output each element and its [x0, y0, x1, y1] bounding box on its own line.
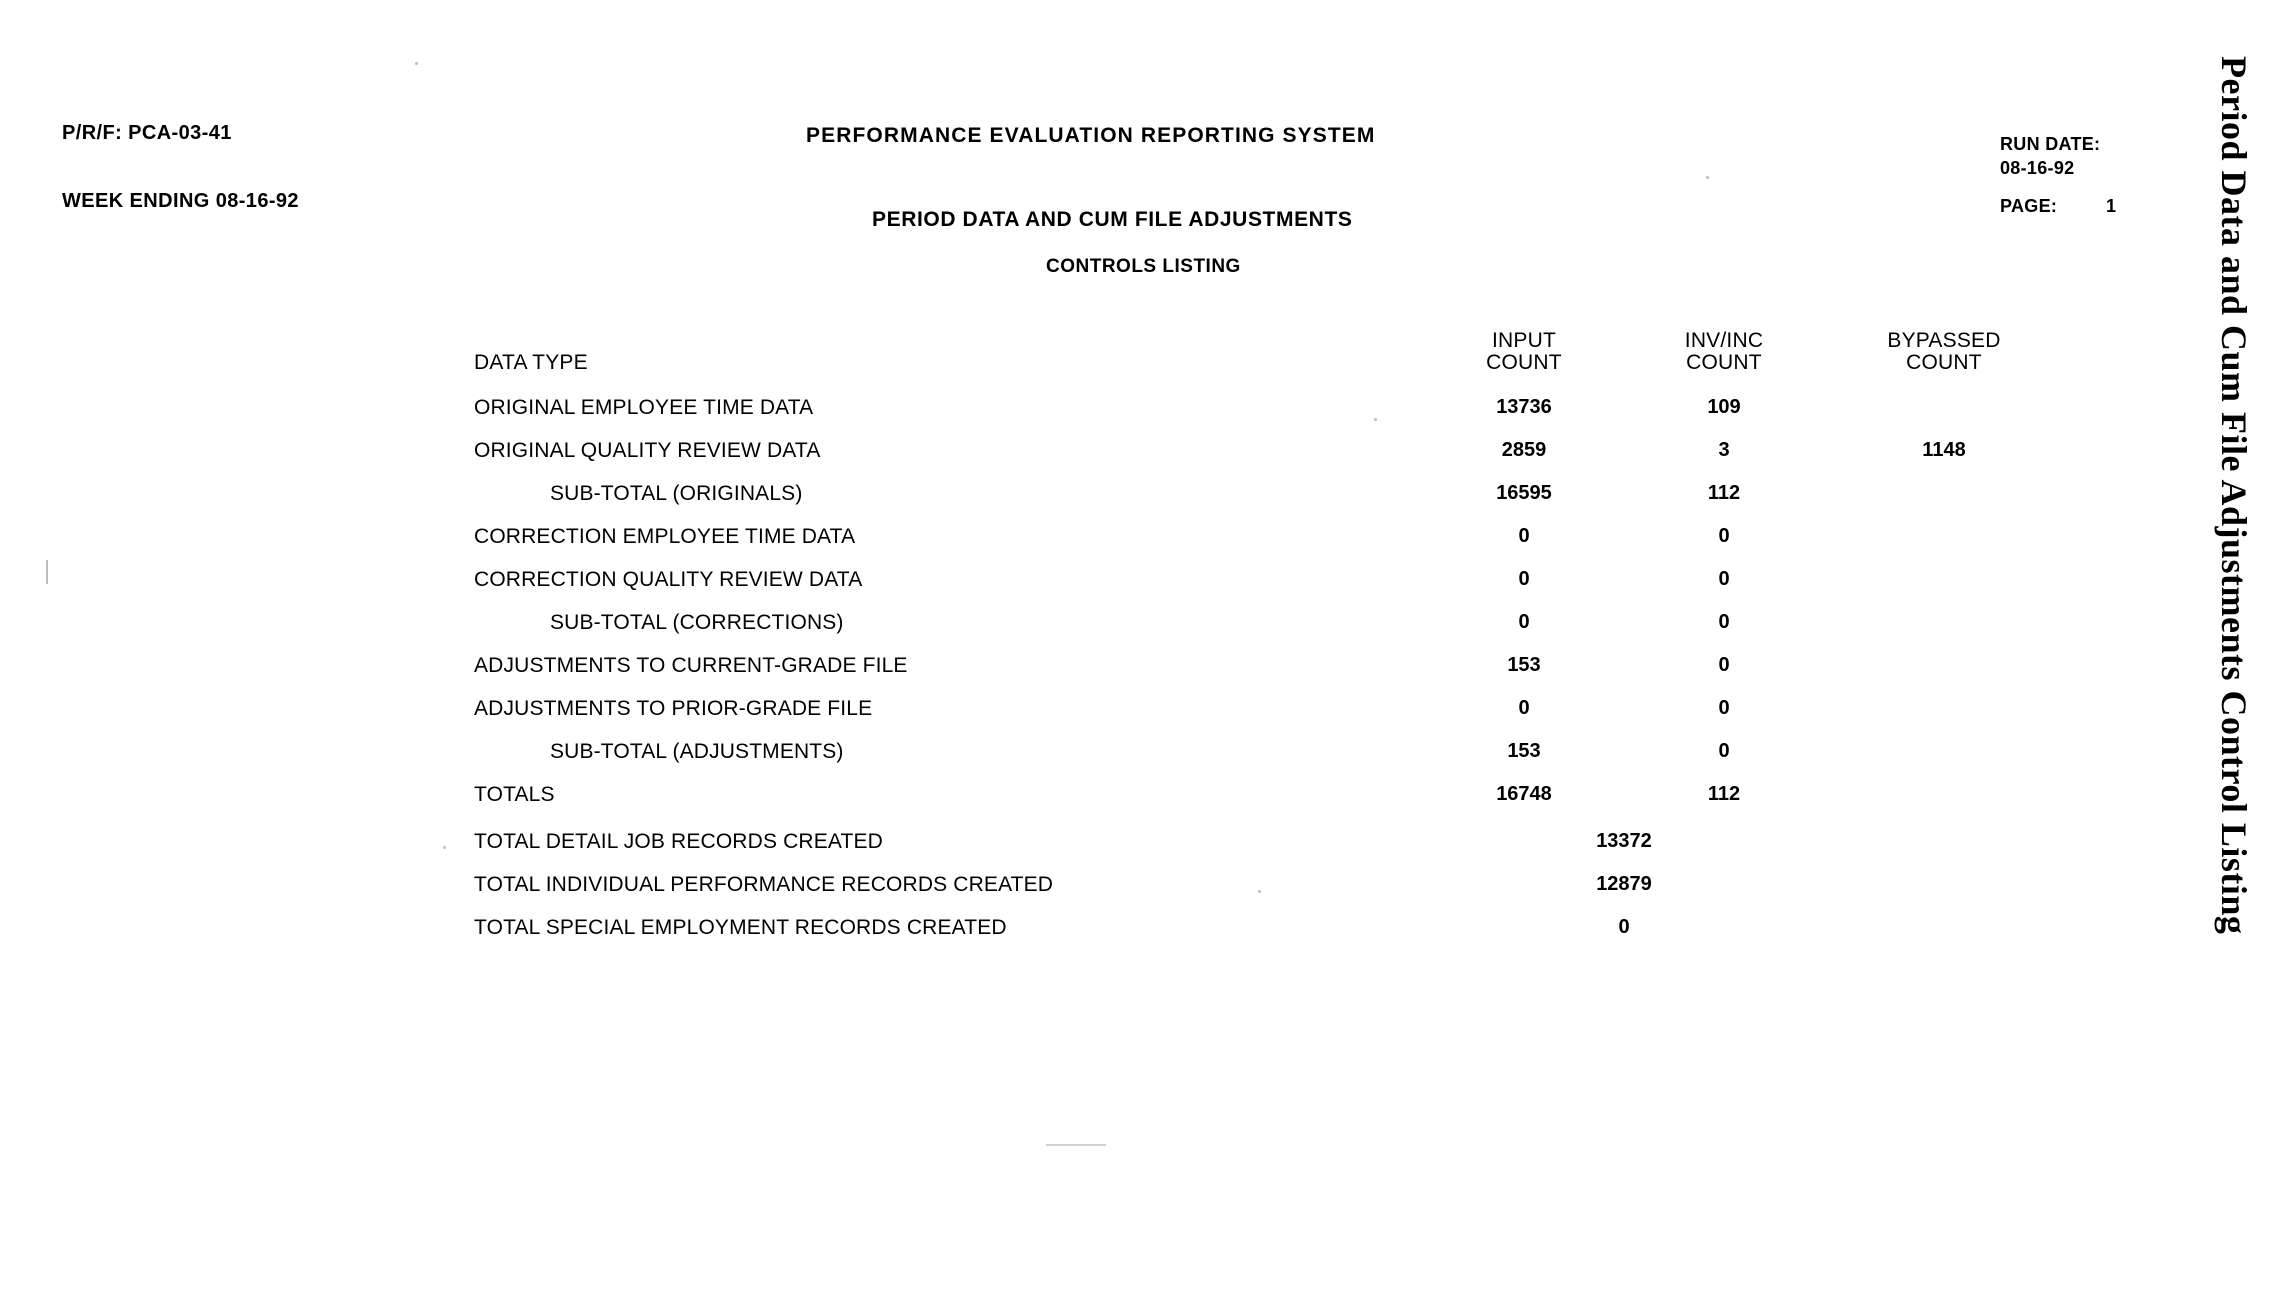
- table-row: [474, 568, 1924, 611]
- column-header-input-count: [1434, 330, 1614, 374]
- column-header-input-count-line1: INPUT: [1492, 329, 1556, 352]
- row-label: CORRECTION QUALITY REVIEW DATA: [474, 568, 863, 591]
- row-input-count: 13736: [1496, 396, 1552, 418]
- table-header-row: [474, 329, 2001, 392]
- table-row: [474, 783, 1924, 826]
- row-label: ADJUSTMENTS TO CURRENT-GRADE FILE: [474, 654, 908, 677]
- summary-row: [474, 873, 1924, 916]
- report-title-line3: CONTROLS LISTING: [1046, 256, 1241, 277]
- column-header-bypassed-count-line2: COUNT: [1906, 351, 1982, 375]
- row-inv-inc-count: 0: [1718, 740, 1730, 762]
- row-inv-inc-count: 3: [1718, 439, 1730, 461]
- table-row: [474, 697, 1924, 740]
- column-header-inv-inc-count-line1: INV/INC: [1684, 329, 1764, 352]
- row-input-count: 0: [1518, 568, 1530, 590]
- row-input-count: 16748: [1496, 783, 1552, 805]
- row-label: SUB-TOTAL (ORIGINALS): [550, 482, 803, 505]
- summary-row: [474, 830, 1924, 873]
- column-header-inv-inc-count: [1634, 330, 1814, 374]
- form-id: P/R/F: PCA-03-41: [62, 122, 232, 144]
- run-date-label: RUN DATE:: [2000, 134, 2101, 154]
- row-input-count: 2859: [1501, 439, 1547, 461]
- row-input-count: 16595: [1496, 482, 1552, 504]
- scan-speck: [1706, 176, 1709, 179]
- table-summary: [474, 830, 1924, 959]
- row-input-count: 0: [1518, 525, 1530, 547]
- side-title-text: Period Data and Cum File Adjustments Control Listing: [2214, 56, 2254, 935]
- row-inv-inc-count: 112: [1707, 482, 1741, 504]
- column-header-bypassed-count-line1: BYPASSED: [1887, 329, 2001, 352]
- row-inv-inc-count: 112: [1707, 783, 1741, 805]
- scan-speck: [415, 62, 418, 65]
- row-label: SUB-TOTAL (ADJUSTMENTS): [550, 740, 844, 763]
- week-ending: WEEK ENDING 08-16-92: [62, 190, 299, 212]
- row-inv-inc-count: 0: [1718, 654, 1730, 676]
- table-row: [474, 740, 1924, 783]
- row-inv-inc-count: 0: [1718, 697, 1730, 719]
- column-header-inv-inc-count-line2: COUNT: [1686, 351, 1762, 375]
- table-body: [474, 396, 1966, 826]
- column-header-bypassed-count: [1844, 330, 2044, 374]
- row-label: CORRECTION EMPLOYEE TIME DATA: [474, 525, 856, 548]
- row-input-count: 153: [1507, 654, 1541, 676]
- row-label: ORIGINAL QUALITY REVIEW DATA: [474, 439, 821, 462]
- row-inv-inc-count: 0: [1718, 568, 1730, 590]
- table-row: [474, 396, 1924, 439]
- column-header-input-count-line2: COUNT: [1486, 351, 1562, 375]
- summary-row-label: TOTAL SPECIAL EMPLOYMENT RECORDS CREATED: [474, 916, 1007, 939]
- summary-row: [474, 916, 1924, 959]
- column-header-data-type: DATA TYPE: [474, 351, 588, 374]
- row-inv-inc-count: 0: [1718, 525, 1730, 547]
- summary-row-label: TOTAL DETAIL JOB RECORDS CREATED: [474, 830, 883, 853]
- row-bypassed-count: 1148: [1922, 439, 1966, 461]
- row-label: TOTALS: [474, 783, 555, 806]
- summary-row-value: 13372: [1596, 830, 1652, 852]
- scan-speck: [1046, 1144, 1106, 1146]
- row-input-count: 0: [1518, 611, 1530, 633]
- controls-listing-table: [474, 329, 2001, 959]
- run-date-value: 08-16-92: [2000, 158, 2075, 178]
- table-row: [474, 654, 1924, 697]
- table-row: [474, 611, 1924, 654]
- summary-row-label: TOTAL INDIVIDUAL PERFORMANCE RECORDS CREATED: [474, 873, 1054, 896]
- row-label: ADJUSTMENTS TO PRIOR-GRADE FILE: [474, 697, 873, 720]
- table-row: [474, 482, 1924, 525]
- row-inv-inc-count: 0: [1718, 611, 1730, 633]
- report-title-line1: PERFORMANCE EVALUATION REPORTING SYSTEM: [806, 124, 1376, 147]
- row-input-count: 153: [1507, 740, 1541, 762]
- summary-row-value: 0: [1618, 916, 1630, 938]
- page-label: PAGE:: [2000, 196, 2058, 216]
- page-number: 1: [2106, 196, 2117, 216]
- scan-speck: [46, 560, 48, 584]
- summary-row-value: 12879: [1596, 873, 1652, 895]
- scan-speck: [443, 846, 446, 849]
- report-title-line2: PERIOD DATA AND CUM FILE ADJUSTMENTS: [872, 208, 1353, 231]
- row-label: ORIGINAL EMPLOYEE TIME DATA: [474, 396, 814, 419]
- row-inv-inc-count: 109: [1707, 396, 1741, 418]
- row-input-count: 0: [1518, 697, 1530, 719]
- side-title: [2216, 56, 2268, 1256]
- row-label: SUB-TOTAL (CORRECTIONS): [550, 611, 844, 634]
- table-row: [474, 525, 1924, 568]
- table-row: [474, 439, 1966, 482]
